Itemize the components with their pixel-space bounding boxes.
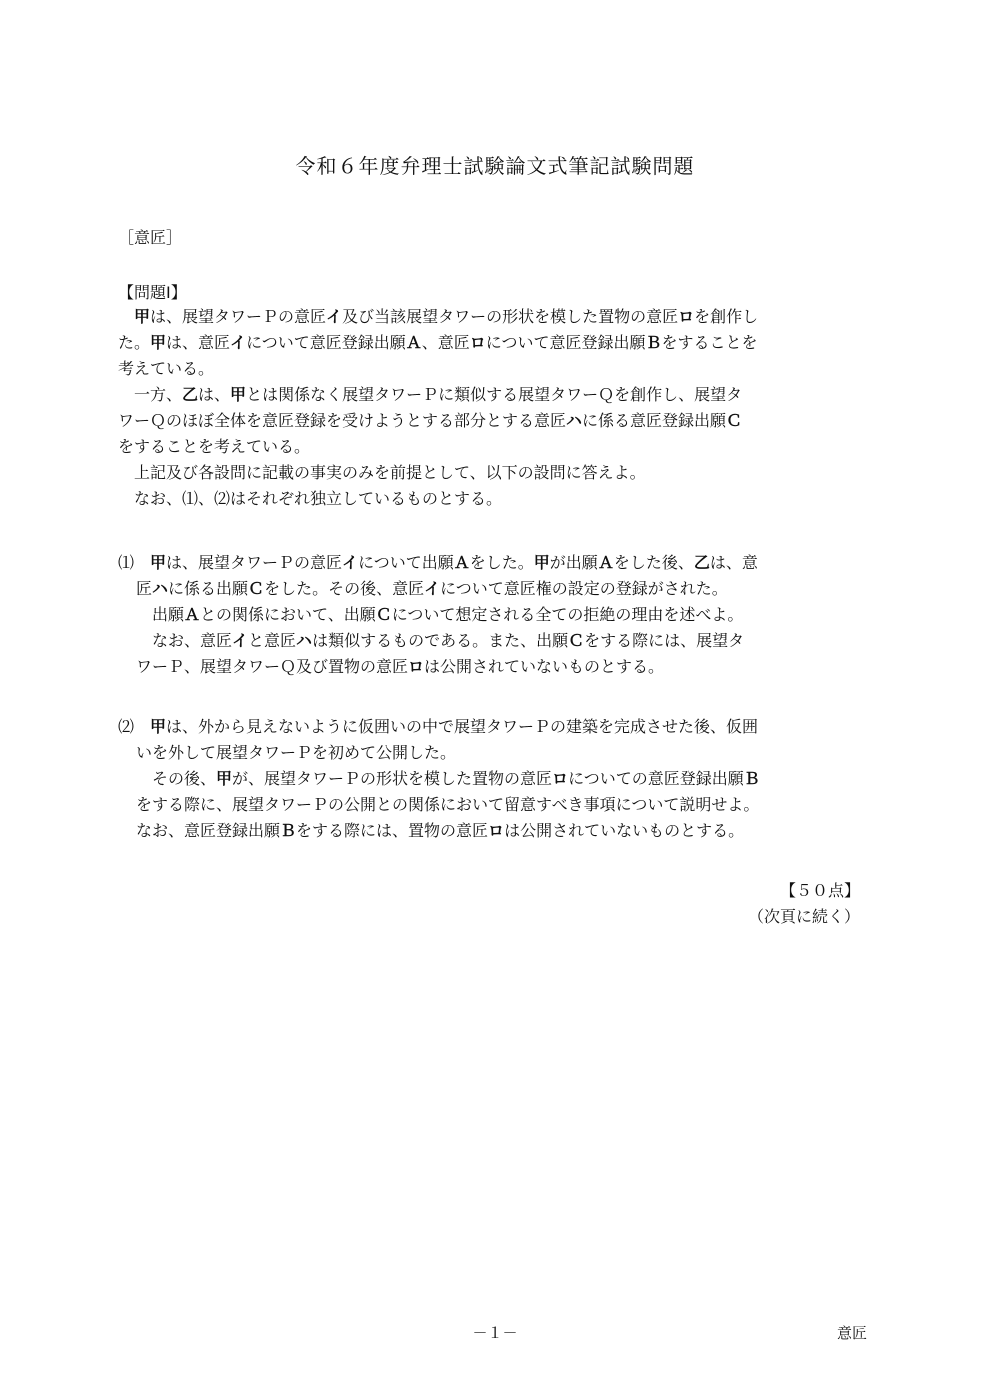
- question-2-line: いを外して展望タワーＰを初めて公開した。: [136, 743, 457, 762]
- intro-line: ワーＱのほぼ全体を意匠登録を受けようとする部分とする意匠ハに係る意匠登録出願Ｃ: [118, 411, 743, 430]
- points-label: 【５０点】: [779, 881, 860, 900]
- page-title: 令和６年度弁理士試験論文式筆記試験問題: [295, 154, 695, 178]
- question-1-line: ワーＰ、展望タワーＱ及び置物の意匠ロは公開されていないものとする。: [136, 657, 665, 676]
- footer-subject: 意匠: [836, 1324, 867, 1342]
- question-1-line: 匠ハに係る出願Ｃをした。その後、意匠イについて意匠権の設定の登録がされた。: [136, 579, 728, 598]
- question-1-line: なお、意匠イと意匠ハは類似するものである。また、出願Ｃをする際には、展望タ: [136, 631, 745, 650]
- intro-text: [118, 304, 874, 512]
- question-2-line: をする際に、展望タワーＰの公開との関係において留意すべき事項について説明せよ。: [136, 795, 760, 814]
- question-1-line: ⑴ 甲は、展望タワーＰの意匠イについて出願Ａをした。甲が出願Ａをした後、乙は、意: [118, 553, 758, 572]
- question-2: [118, 714, 874, 844]
- question-1-line: 出願Ａとの関係において、出願Ｃについて想定される全ての拒絶の理由を述べよ。: [136, 605, 744, 624]
- question-1: [118, 550, 874, 680]
- intro-line: なお、⑴、⑵はそれぞれ独立しているものとする。: [118, 489, 503, 508]
- intro-line: た。甲は、意匠イについて意匠登録出願Ａ、意匠ロについて意匠登録出願Ｂをすることを: [118, 333, 758, 352]
- intro-line: 考えている。: [118, 359, 215, 378]
- question-2-line: ⑵ 甲は、外から見えないように仮囲いの中で展望タワーＰの建築を完成させた後、仮囲: [118, 717, 759, 736]
- subject-label: ［意匠］: [118, 228, 183, 247]
- question-2-line: なお、意匠登録出願Ｂをする際には、置物の意匠ロは公開されていないものとする。: [136, 821, 745, 840]
- page-number: －１－: [472, 1324, 518, 1342]
- intro-line: 上記及び各設問に記載の事実のみを前提として、以下の設問に答えよ。: [118, 463, 646, 482]
- intro-line: 一方、乙は、甲とは関係なく展望タワーＰに類似する展望タワーＱを創作し、展望タ: [118, 385, 743, 404]
- points-block: [748, 878, 860, 930]
- intro-line: をすることを考えている。: [118, 437, 311, 456]
- continued-label: （次頁に続く）: [747, 907, 860, 926]
- intro-line: 甲は、展望タワーＰの意匠イ及び当該展望タワーの形状を模した置物の意匠ロを創作し: [134, 307, 759, 326]
- question-2-line: その後、甲が、展望タワーＰの形状を模した置物の意匠ロについての意匠登録出願Ｂ: [136, 769, 760, 788]
- problem-heading: 【問題Ⅰ】: [118, 283, 187, 302]
